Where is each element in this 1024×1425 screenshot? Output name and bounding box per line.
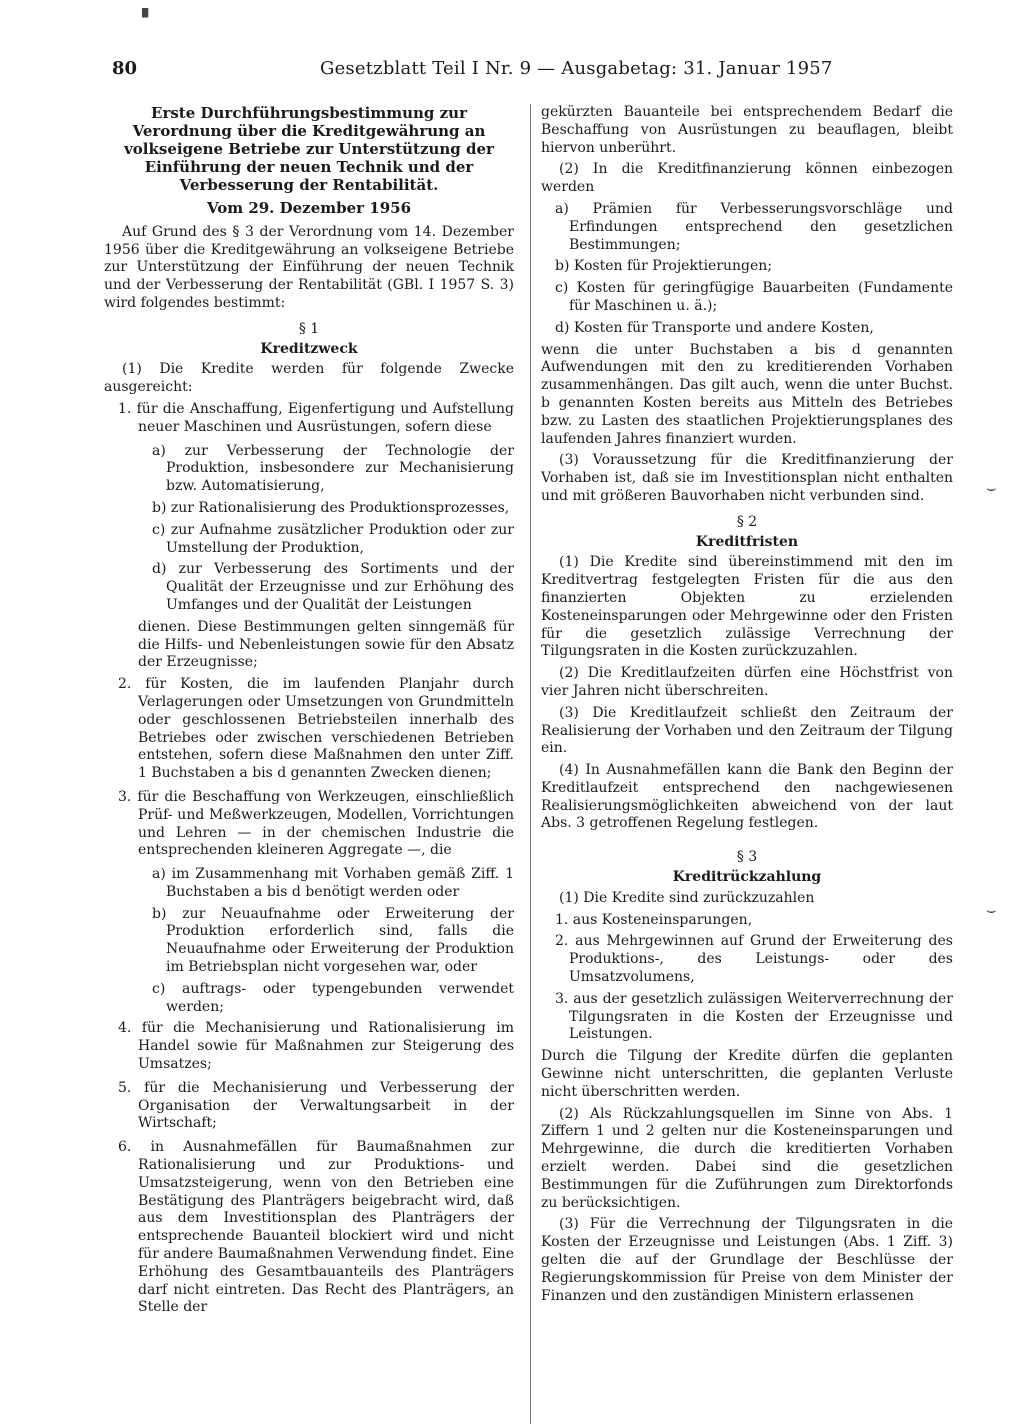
sub-item: c) Kosten für geringfügige Bauarbeiten (Fundamente für Maschinen u. ä.); [555,280,953,314]
sub-item: a) Prämien für Verbesserungsvorschläge und Erfindungen entsprechend den gesetzlichen Bestimmungen; [555,200,953,253]
sub-item: a) zur Verbesserung der Technologie der Produktion, insbesondere zur Mechanisierung bzw. Automatisierung, [152,442,514,495]
page-header [112,58,952,86]
paragraph: (1) Die Kredite werden für folgende Zwecke ausgereicht: [104,361,514,396]
list-item: 3. aus der gesetzlich zulässigen Weiterverrechnung der Tilgungsraten in die Kosten der Erzeugnisse und Leistungen. [555,990,953,1043]
sub-item: b) zur Neuaufnahme oder Erweiterung der Produktion erforderlich sind, falls die Neuaufnahme oder Erweiterung der Produktion im Betriebsplan nicht vorgesehen war, oder [152,905,514,976]
paragraph: (3) Voraussetzung für die Kreditfinanzierung der Vorhaben ist, daß sie im Investitionsplan nicht enthalten und mit größeren Bauvorhaben nicht verbunden sind. [541,452,953,504]
list-item-tail: dienen. Diese Bestimmungen gelten sinngemäß für die Hilfs- und Nebenleistungen sowie für den Absatz der Erzeugnisse; [138,618,514,671]
sub-item: d) Kosten für Transporte und andere Kosten, [555,319,874,336]
section-number: § 1 [298,320,320,337]
continued-text: gekürzten Bauanteile bei entsprechendem Bedarf die Beschaffung von Ausrüstungen zu beauflagen, bleibt hiervon unberührt. [541,104,953,156]
paragraph: (4) In Ausnahmefällen kann die Bank den Beginn der Kreditlaufzeit entsprechend den nachgewiesenen Realisierungsmöglichkeiten abweichend von der laut Abs. 3 getroffenen Regelung festlegen. [541,762,953,832]
right-column [541,104,953,1309]
margin-tick: ⌣ [986,900,997,919]
list-item: 1. aus Kosteneinsparungen, [555,911,753,928]
section-heading: Kreditfristen [695,533,799,550]
paragraph: (2) In die Kreditfinanzierung können einbezogen werden [541,161,953,196]
sub-item: d) zur Verbesserung des Sortiments und der Qualität der Erzeugnisse und zur Erhöhung des Umfanges und der Qualität der Leistungen [152,561,514,613]
list-item: 3. für die Beschaffung von Werkzeugen, einschließlich Prüf- und Meßwerkzeugen, Modellen, Vorrichtungen und Lehren — in der chemischen Industrie die entsprechenden kleineren Aggregate —, die [118,788,514,859]
paragraph: (1) Die Kredite sind übereinstimmend mit den im Kreditvertrag festgelegten Fristen für die aus den finanzierten Objekten zu erzielenden Kosteneinsparungen oder Mehrgewinne oder den Fristen für die gesetzlich zulässige Verrechnung der Tilgungsraten in die Kosten zurückzuzahlen. [541,554,953,660]
scan-speck: ▘ [142,8,155,27]
paragraph: (1) Die Kredite sind zurückzuzahlen [559,889,815,906]
preamble: Auf Grund des § 3 der Verordnung vom 14. Dezember 1956 über die Kreditgewährung an volkseigene Betriebe zur Unterstützung der Einführung der neuen Technik und der Verbesserung der Rentabilität (GBl. I 1957 S. 3) wird folgendes bestimmt: [104,223,514,311]
list-item: 1. für die Anschaffung, Eigenfertigung und Aufstellung neuer Maschinen und Ausrüstungen, sofern diese [118,400,514,435]
running-title: Gesetzblatt Teil I Nr. 9 — Ausgabetag: 31. Januar 1957 [320,58,833,79]
section-heading: Kreditrückzahlung [672,869,822,886]
section-number: § 2 [736,513,758,530]
paragraph: (3) Für die Verrechnung der Tilgungsraten in die Kosten der Erzeugnisse und Leistungen (Abs. 1 Ziff. 3) gelten die auf der Grundlage der Beschlüsse der Regierungskommission für Preise von dem Minister der Finanzen und den zuständigen Ministern erlassenen [541,1216,953,1304]
list-item: 6. in Ausnahmefällen für Baumaßnahmen zur Rationalisierung und zur Produktions- und Umsatzsteigerung, wenn von den Betrieben eine Bestätigung des Planträgers beigebracht wird, daß aus dem Investitionsplan des Planträgers der entsprechende Bauanteil blockiert wird und nicht für andere Baumaßnahmen Verwendung findet. Eine Erhöhung des Gesamtbauanteils des Planträgers darf nicht eintreten. Das Recht des Planträgers, an Stelle der [118,1139,514,1316]
paragraph: (3) Die Kreditlaufzeit schließt den Zeitraum der Realisierung der Vorhaben und den Zeitraum der Tilgung ein. [541,704,953,757]
document-date: Vom 29. Dezember 1956 [206,199,412,217]
list-item: 2. für Kosten, die im laufenden Planjahr durch Verlagerungen oder Umsetzungen von Grundmitteln oder geschlossenen Betriebsteilen innerhalb des Betriebes oder zwischen verschiedenen Betrieben entstehen, sofern diese Maßnahmen den unter Ziff. 1 Buchstaben a bis d genannten Zwecken dienen; [118,676,514,782]
section-number: § 3 [736,849,758,866]
document-title: Erste Durchführungsbestimmung zur Verordnung über die Kreditgewährung an volkseigene Betriebe zur Unterstützung der Einführung der neuen Technik und der Verbesserung der Rentabilität. [124,104,494,194]
list-item: 2. aus Mehrgewinnen auf Grund der Erweiterung des Produktions-, des Leistungs- oder des Umsatzvolumens, [555,933,953,986]
paragraph: (2) Die Kreditlaufzeiten dürfen eine Höchstfrist von vier Jahren nicht überschreiten. [541,665,953,699]
margin-tick: ⌣ [986,478,997,497]
sub-item: a) im Zusammenhang mit Vorhaben gemäß Ziff. 1 Buchstaben a bis d benötigt werden oder [152,866,514,900]
sub-item: c) auftrags- oder typengebunden verwendet werden; [152,980,514,1015]
sub-item: b) Kosten für Projektierungen; [555,258,773,275]
paragraph: wenn die unter Buchstaben a bis d genannten Aufwendungen mit den zu kreditierenden Vorhaben zusammenhängen. Das gilt auch, wenn die unter Buchst. b genannten Kosten bereits aus Mitteln des Betriebes bzw. zu Lasten des staatlichen Projektierungsplanes des laufenden Jahres finanziert wurden. [541,341,953,447]
left-column [104,104,514,1323]
paragraph: (2) Als Rückzahlungsquellen im Sinne von Abs. 1 Ziffern 1 und 2 gelten nur die Kosteneinsparungen und Mehrgewinne, die durch die kreditierten Vorhaben erzielt werden. Dabei sind die gesetzlichen Bestimmungen für die Zuführungen zum Direktorfonds zu berücksichtigen. [541,1105,953,1211]
list-item: 4. für die Mechanisierung und Rationalisierung im Handel sowie für Maßnahmen zur Steigerung des Umsatzes; [118,1020,514,1073]
page-number: 80 [112,58,138,79]
sub-item: b) zur Rationalisierung des Produktionsprozesses, [152,499,510,516]
list-item: 5. für die Mechanisierung und Verbesserung der Organisation der Verwaltungsarbeit in der Wirtschaft; [118,1079,514,1132]
paragraph: Durch die Tilgung der Kredite dürfen die geplanten Gewinne nicht unterschritten, die geplanten Verluste nicht überschritten werden. [541,1048,953,1100]
section-heading: Kreditzweck [260,340,358,357]
column-divider [530,104,531,1424]
sub-item: c) zur Aufnahme zusätzlicher Produktion oder zur Umstellung der Produktion, [152,521,514,556]
